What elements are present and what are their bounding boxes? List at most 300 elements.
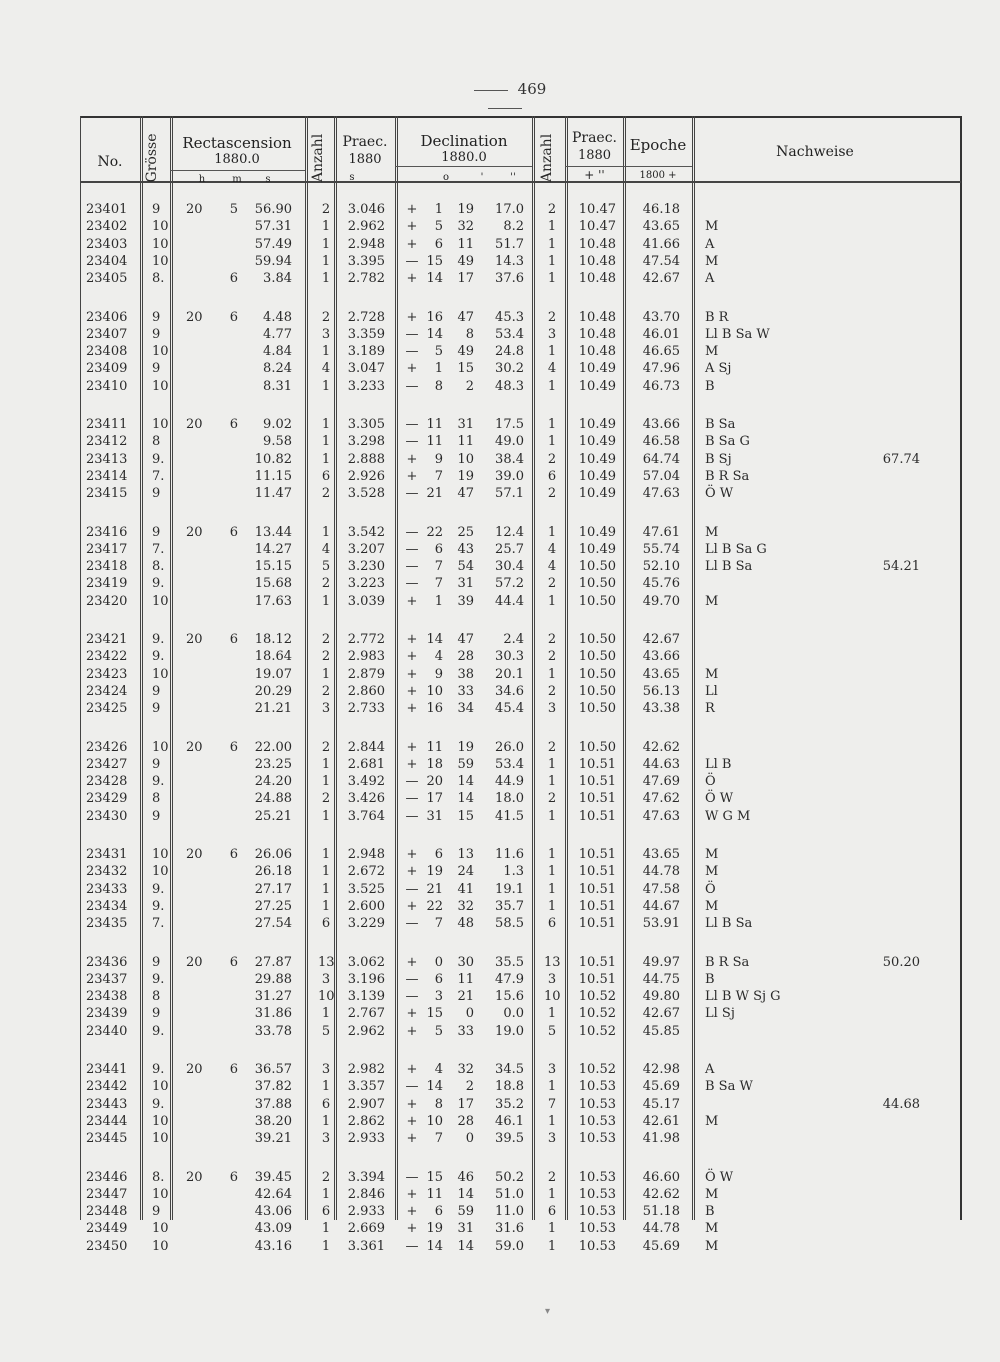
ra-seconds: 43.16: [254, 1238, 292, 1254]
decl-sign: +: [406, 468, 418, 484]
epoche: 52.10: [642, 559, 680, 575]
praecession-decl: 10.48: [578, 253, 616, 269]
decl-sign: +: [406, 361, 418, 377]
table-row: [0, 972, 1000, 989]
decl-minutes: 11: [457, 434, 474, 450]
praecession-ra: 3.230: [347, 559, 385, 575]
ra-minutes: 5: [229, 202, 238, 217]
table-row: [0, 434, 1000, 451]
decl-minutes: 2: [465, 1079, 474, 1095]
decl-sign: +: [406, 451, 418, 467]
decl-minutes: 14: [457, 1238, 474, 1254]
praecession-ra: 2.933: [347, 1131, 385, 1147]
anzahl-decl: 13: [544, 954, 561, 970]
decl-sign: —: [405, 524, 419, 540]
groesse: 10: [152, 253, 169, 269]
extra-epoche: 67.74: [882, 451, 920, 467]
decl-degrees: 15: [426, 1169, 443, 1185]
praecession-ra: 2.948: [347, 847, 385, 862]
praecession-decl: 10.48: [578, 326, 616, 342]
decl-minutes: 25: [457, 524, 474, 540]
table-row: [0, 791, 1000, 808]
decl-sign: +: [406, 954, 418, 970]
decl-degrees: 5: [434, 1023, 443, 1039]
praecession-decl: 10.51: [578, 774, 616, 790]
header-ra-h: h: [198, 174, 206, 185]
header-no: No.: [97, 154, 123, 170]
ra-hours: 20: [186, 1169, 203, 1185]
decl-sign: —: [405, 971, 419, 987]
praecession-decl: 10.50: [578, 632, 616, 647]
epoche: 49.80: [642, 989, 680, 1005]
page-number-dash-left: [474, 90, 508, 91]
decl-seconds: 0.0: [503, 1006, 524, 1022]
decl-degrees: 8: [434, 378, 443, 394]
header-ra-epoch: 1880.0: [214, 152, 260, 167]
star-number: 23447: [86, 1186, 128, 1202]
decl-minutes: 43: [457, 541, 474, 557]
epoche: 46.73: [642, 378, 680, 394]
anzahl-decl: 6: [547, 468, 557, 484]
decl-seconds: 14.3: [495, 253, 524, 269]
ra-subrule: [170, 170, 305, 171]
anzahl: 3: [321, 1062, 331, 1077]
anzahl: 5: [321, 1023, 331, 1039]
ra-hours: 20: [186, 1062, 203, 1077]
epoche: 43.65: [642, 219, 680, 235]
praecession-decl: 10.53: [578, 1131, 616, 1147]
anzahl-decl: 1: [547, 271, 557, 287]
decl-minutes: 11: [457, 236, 474, 252]
groesse: 10: [152, 666, 169, 682]
anzahl: 2: [321, 576, 331, 592]
anzahl-decl: 3: [547, 701, 557, 717]
praecession-ra: 3.426: [347, 791, 385, 807]
decl-sign: +: [406, 1204, 418, 1220]
anzahl: 1: [321, 524, 331, 540]
decl-sign: —: [405, 774, 419, 790]
anzahl-decl: 1: [547, 236, 557, 252]
ra-seconds: 8.31: [263, 378, 292, 394]
anzahl: 6: [321, 1096, 331, 1112]
nachweise: M: [705, 344, 719, 360]
ra-seconds: 36.57: [254, 1062, 292, 1077]
star-number: 23401: [86, 202, 128, 217]
groesse: 9.: [152, 898, 165, 914]
decl-minutes: 19: [457, 202, 474, 217]
praecession-ra: 2.962: [347, 219, 385, 235]
groesse: 10: [152, 739, 169, 755]
epoche: 45.76: [642, 576, 680, 592]
epoche: 47.96: [642, 361, 680, 377]
ra-seconds: 10.82: [254, 451, 292, 467]
groesse: 9: [152, 486, 161, 502]
praecession-ra: 2.600: [347, 898, 385, 914]
extra-epoche: 50.20: [882, 954, 920, 970]
decl-degrees: 16: [426, 701, 443, 717]
ra-seconds: 9.58: [263, 434, 292, 450]
decl-degrees: 21: [426, 486, 443, 502]
groesse: 10: [152, 847, 169, 862]
ra-seconds: 27.87: [254, 954, 292, 970]
praecession-ra: 2.933: [347, 1204, 385, 1220]
header-praec2-epoch: 1880: [577, 148, 612, 163]
decl-minutes: 28: [457, 1113, 474, 1129]
decl-minutes: 38: [457, 666, 474, 682]
anzahl-decl: 3: [547, 971, 557, 987]
ra-seconds: 11.47: [254, 486, 292, 502]
decl-sign: +: [406, 649, 418, 665]
epoche: 57.04: [642, 468, 680, 484]
nachweise: B Sj: [705, 451, 732, 467]
ra-hours: 20: [186, 632, 203, 647]
ra-hours: 20: [186, 847, 203, 862]
nachweise: Ö W: [705, 486, 734, 502]
decl-degrees: 16: [426, 309, 443, 325]
decl-minutes: 19: [457, 468, 474, 484]
praecession-ra: 3.229: [347, 916, 385, 932]
groesse: 9.: [152, 576, 165, 592]
star-number: 23416: [86, 524, 128, 540]
epoche: 47.61: [642, 524, 680, 540]
ra-seconds: 33.78: [254, 1023, 292, 1039]
anzahl: 1: [321, 1186, 331, 1202]
praecession-ra: 2.862: [347, 1113, 385, 1129]
decl-sign: —: [405, 791, 419, 807]
decl-minutes: 48: [457, 916, 474, 932]
epoche: 53.91: [642, 916, 680, 932]
decl-sign: —: [405, 326, 419, 342]
star-number: 23448: [86, 1204, 128, 1220]
decl-sign: +: [406, 847, 418, 862]
anzahl-decl: 6: [547, 1204, 557, 1220]
table-row: [0, 469, 1000, 486]
table-row: [0, 417, 1000, 434]
praecession-ra: 2.860: [347, 683, 385, 699]
ra-seconds: 56.90: [254, 202, 292, 217]
praecession-decl: 10.51: [578, 916, 616, 932]
epoche: 42.62: [642, 739, 680, 755]
star-number: 23437: [86, 971, 128, 987]
epoche: 44.63: [642, 756, 680, 772]
decl-seconds: 53.4: [495, 756, 524, 772]
decl-sign: +: [406, 632, 418, 647]
epoche: 46.01: [642, 326, 680, 342]
decl-degrees: 11: [426, 417, 443, 432]
decl-minutes: 0: [465, 1131, 474, 1147]
decl-seconds: 19.1: [495, 881, 524, 897]
ra-seconds: 13.44: [254, 524, 292, 540]
decl-minutes: 32: [457, 1062, 474, 1077]
ra-seconds: 19.07: [254, 666, 292, 682]
decl-minutes: 14: [457, 1186, 474, 1202]
epoche: 49.97: [642, 954, 680, 970]
decl-minutes: 0: [465, 1006, 474, 1022]
anzahl-decl: 1: [547, 881, 557, 897]
table-row: [0, 594, 1000, 611]
star-number: 23413: [86, 451, 128, 467]
ra-minutes: 6: [229, 1062, 238, 1077]
praecession-decl: 10.47: [578, 219, 616, 235]
anzahl: 6: [321, 916, 331, 932]
extra-epoche: 44.68: [882, 1096, 920, 1112]
anzahl: 1: [321, 378, 331, 394]
anzahl: 3: [321, 1131, 331, 1147]
anzahl-decl: 2: [547, 649, 557, 665]
table-row: [0, 1170, 1000, 1187]
groesse: 10: [152, 344, 169, 360]
decl-sign: —: [405, 1169, 419, 1185]
header-praec-epoch: 1880: [348, 152, 382, 167]
decl-minutes: 31: [457, 576, 474, 592]
groesse: 9.: [152, 774, 165, 790]
nachweise: B Sa W: [705, 1079, 753, 1095]
decl-minutes: 30: [457, 954, 474, 970]
decl-sign: +: [406, 683, 418, 699]
star-number: 23450: [86, 1238, 128, 1254]
table-row: [0, 379, 1000, 396]
header-decl-min: ': [480, 172, 484, 183]
decl-sign: —: [405, 559, 419, 575]
anzahl-decl: 1: [547, 1079, 557, 1095]
decl-sign: +: [406, 219, 418, 235]
table-row: [0, 1097, 1000, 1114]
groesse: 9: [152, 756, 161, 772]
praecession-ra: 2.669: [347, 1221, 385, 1237]
praecession-decl: 10.53: [578, 1221, 616, 1237]
star-number: 23409: [86, 361, 128, 377]
table-row: [0, 271, 1000, 288]
anzahl: 2: [321, 739, 331, 755]
decl-minutes: 14: [457, 774, 474, 790]
groesse: 7.: [152, 468, 165, 484]
anzahl: 2: [321, 683, 331, 699]
table-row: [0, 1239, 1000, 1256]
star-number: 23429: [86, 791, 128, 807]
anzahl: 3: [321, 326, 331, 342]
decl-sign: +: [406, 1062, 418, 1077]
star-number: 23446: [86, 1169, 128, 1185]
nachweise: Ll: [705, 683, 718, 699]
epoche: 46.18: [642, 202, 680, 217]
decl-sign: —: [405, 378, 419, 394]
praecession-ra: 3.764: [347, 808, 385, 824]
epoche: 44.75: [642, 971, 680, 987]
groesse: 9.: [152, 1062, 165, 1077]
decl-minutes: 17: [457, 1096, 474, 1112]
decl-seconds: 11.0: [495, 1204, 524, 1220]
header-ra-m: m: [232, 174, 242, 185]
groesse: 7.: [152, 916, 165, 932]
decl-sign: —: [405, 253, 419, 269]
praecession-ra: 3.542: [347, 524, 385, 540]
ra-seconds: 37.88: [254, 1096, 292, 1112]
header-epoche: Epoche: [629, 136, 687, 154]
nachweise: A: [705, 236, 715, 252]
praecession-decl: 10.51: [578, 881, 616, 897]
decl-sign: —: [405, 576, 419, 592]
praecession-ra: 2.962: [347, 1023, 385, 1039]
praecession-ra: 3.139: [347, 989, 385, 1005]
praecession-decl: 10.53: [578, 1238, 616, 1254]
praecession-decl: 10.49: [578, 541, 616, 557]
decl-minutes: 28: [457, 649, 474, 665]
ra-seconds: 8.24: [263, 361, 292, 377]
decl-sign: +: [406, 1113, 418, 1129]
anzahl: 1: [321, 898, 331, 914]
groesse: 9: [152, 954, 161, 970]
ra-minutes: 6: [229, 954, 238, 970]
star-number: 23421: [86, 632, 128, 647]
ra-seconds: 57.49: [254, 236, 292, 252]
table-row: [0, 1187, 1000, 1204]
decl-degrees: 14: [426, 632, 443, 647]
groesse: 9: [152, 524, 161, 540]
anzahl: 2: [321, 1169, 331, 1185]
praecession-decl: 10.49: [578, 378, 616, 394]
decl-sign: —: [405, 541, 419, 557]
decl-minutes: 33: [457, 1023, 474, 1039]
table-row: [0, 740, 1000, 757]
nachweise: B: [705, 378, 715, 394]
nachweise: B R Sa: [705, 954, 750, 970]
anzahl-decl: 1: [547, 1113, 557, 1129]
ra-seconds: 4.84: [263, 344, 292, 360]
nachweise: Ll B Sa G: [705, 541, 767, 557]
decl-sign: +: [406, 701, 418, 717]
anzahl: 6: [321, 468, 331, 484]
epoche: 56.13: [642, 683, 680, 699]
ra-seconds: 26.06: [254, 847, 292, 862]
groesse: 10: [152, 219, 169, 235]
decl-degrees: 9: [434, 666, 443, 682]
decl-degrees: 22: [426, 898, 443, 914]
epoche: 55.74: [642, 541, 680, 557]
table-row: [0, 361, 1000, 378]
decl-minutes: 10: [457, 451, 474, 467]
star-number: 23422: [86, 649, 128, 665]
praecession-decl: 10.48: [578, 271, 616, 287]
groesse: 9.: [152, 451, 165, 467]
decl-sign: —: [405, 344, 419, 360]
nachweise: M: [705, 1221, 719, 1237]
decl-minutes: 17: [457, 271, 474, 287]
praecession-decl: 10.49: [578, 486, 616, 502]
ra-hours: 20: [186, 954, 203, 970]
anzahl-decl: 4: [547, 361, 557, 377]
groesse: 10: [152, 1186, 169, 1202]
ra-seconds: 4.48: [263, 309, 292, 325]
nachweise: B R Sa: [705, 468, 750, 484]
decl-seconds: 18.8: [495, 1079, 524, 1095]
decl-sign: +: [406, 898, 418, 914]
decl-seconds: 47.9: [495, 971, 524, 987]
decl-minutes: 15: [457, 361, 474, 377]
decl-sign: +: [406, 202, 418, 217]
decl-seconds: 25.7: [495, 541, 524, 557]
epoche: 47.58: [642, 881, 680, 897]
praecession-ra: 3.395: [347, 253, 385, 269]
table-row: [0, 542, 1000, 559]
anzahl: 1: [321, 434, 331, 450]
ra-seconds: 15.15: [254, 559, 292, 575]
anzahl-decl: 3: [547, 326, 557, 342]
ra-seconds: 57.31: [254, 219, 292, 235]
ra-seconds: 4.77: [263, 326, 292, 342]
groesse: 9: [152, 1204, 161, 1220]
star-number: 23411: [86, 417, 128, 432]
anzahl-decl: 1: [547, 219, 557, 235]
table-row: [0, 202, 1000, 219]
table-row: [0, 1024, 1000, 1041]
table-row: [0, 809, 1000, 826]
table-row: [0, 632, 1000, 649]
star-number: 23449: [86, 1221, 128, 1237]
table-row: [0, 684, 1000, 701]
decl-degrees: 7: [434, 576, 443, 592]
ra-seconds: 39.21: [254, 1131, 292, 1147]
anzahl-decl: 2: [547, 486, 557, 502]
decl-degrees: 31: [426, 808, 443, 824]
decl-seconds: 11.6: [495, 847, 524, 862]
epoche: 42.67: [642, 632, 680, 647]
decl-minutes: 33: [457, 683, 474, 699]
table-row: [0, 955, 1000, 972]
star-number: 23430: [86, 808, 128, 824]
praecession-ra: 3.394: [347, 1169, 385, 1185]
praecession-decl: 10.50: [578, 666, 616, 682]
decl-sign: —: [405, 1079, 419, 1095]
decl-minutes: 46: [457, 1169, 474, 1185]
decl-minutes: 54: [457, 559, 474, 575]
header-praec: Praec.: [342, 134, 388, 150]
praecession-decl: 10.50: [578, 739, 616, 755]
praecession-ra: 3.492: [347, 774, 385, 790]
anzahl-decl: 3: [547, 1131, 557, 1147]
star-number: 23408: [86, 344, 128, 360]
praecession-decl: 10.49: [578, 434, 616, 450]
groesse: 9.: [152, 649, 165, 665]
decl-seconds: 30.2: [495, 361, 524, 377]
table-row: [0, 847, 1000, 864]
decl-minutes: 41: [457, 881, 474, 897]
ra-seconds: 22.00: [254, 739, 292, 755]
praecession-ra: 2.907: [347, 1096, 385, 1112]
praecession-decl: 10.53: [578, 1186, 616, 1202]
decl-degrees: 22: [426, 524, 443, 540]
decl-seconds: 57.1: [495, 486, 524, 502]
ra-minutes: 6: [229, 271, 238, 287]
praecession-decl: 10.51: [578, 808, 616, 824]
praecession-ra: 3.039: [347, 593, 385, 609]
anzahl-decl: 1: [547, 898, 557, 914]
anzahl-decl: 1: [547, 756, 557, 772]
ra-minutes: 6: [229, 739, 238, 755]
anzahl-decl: 1: [547, 378, 557, 394]
decl-seconds: 37.6: [495, 271, 524, 287]
epoche: 47.54: [642, 253, 680, 269]
groesse: 8.: [152, 271, 165, 287]
nachweise: B Sa G: [705, 434, 750, 450]
epoche: 41.66: [642, 236, 680, 252]
nachweise: M: [705, 1238, 719, 1254]
star-number: 23425: [86, 701, 128, 717]
decl-minutes: 13: [457, 847, 474, 862]
table-row: [0, 1006, 1000, 1023]
praecession-decl: 10.53: [578, 1204, 616, 1220]
header-anzahl2: Anzahl: [539, 133, 555, 183]
anzahl: 2: [321, 202, 331, 217]
